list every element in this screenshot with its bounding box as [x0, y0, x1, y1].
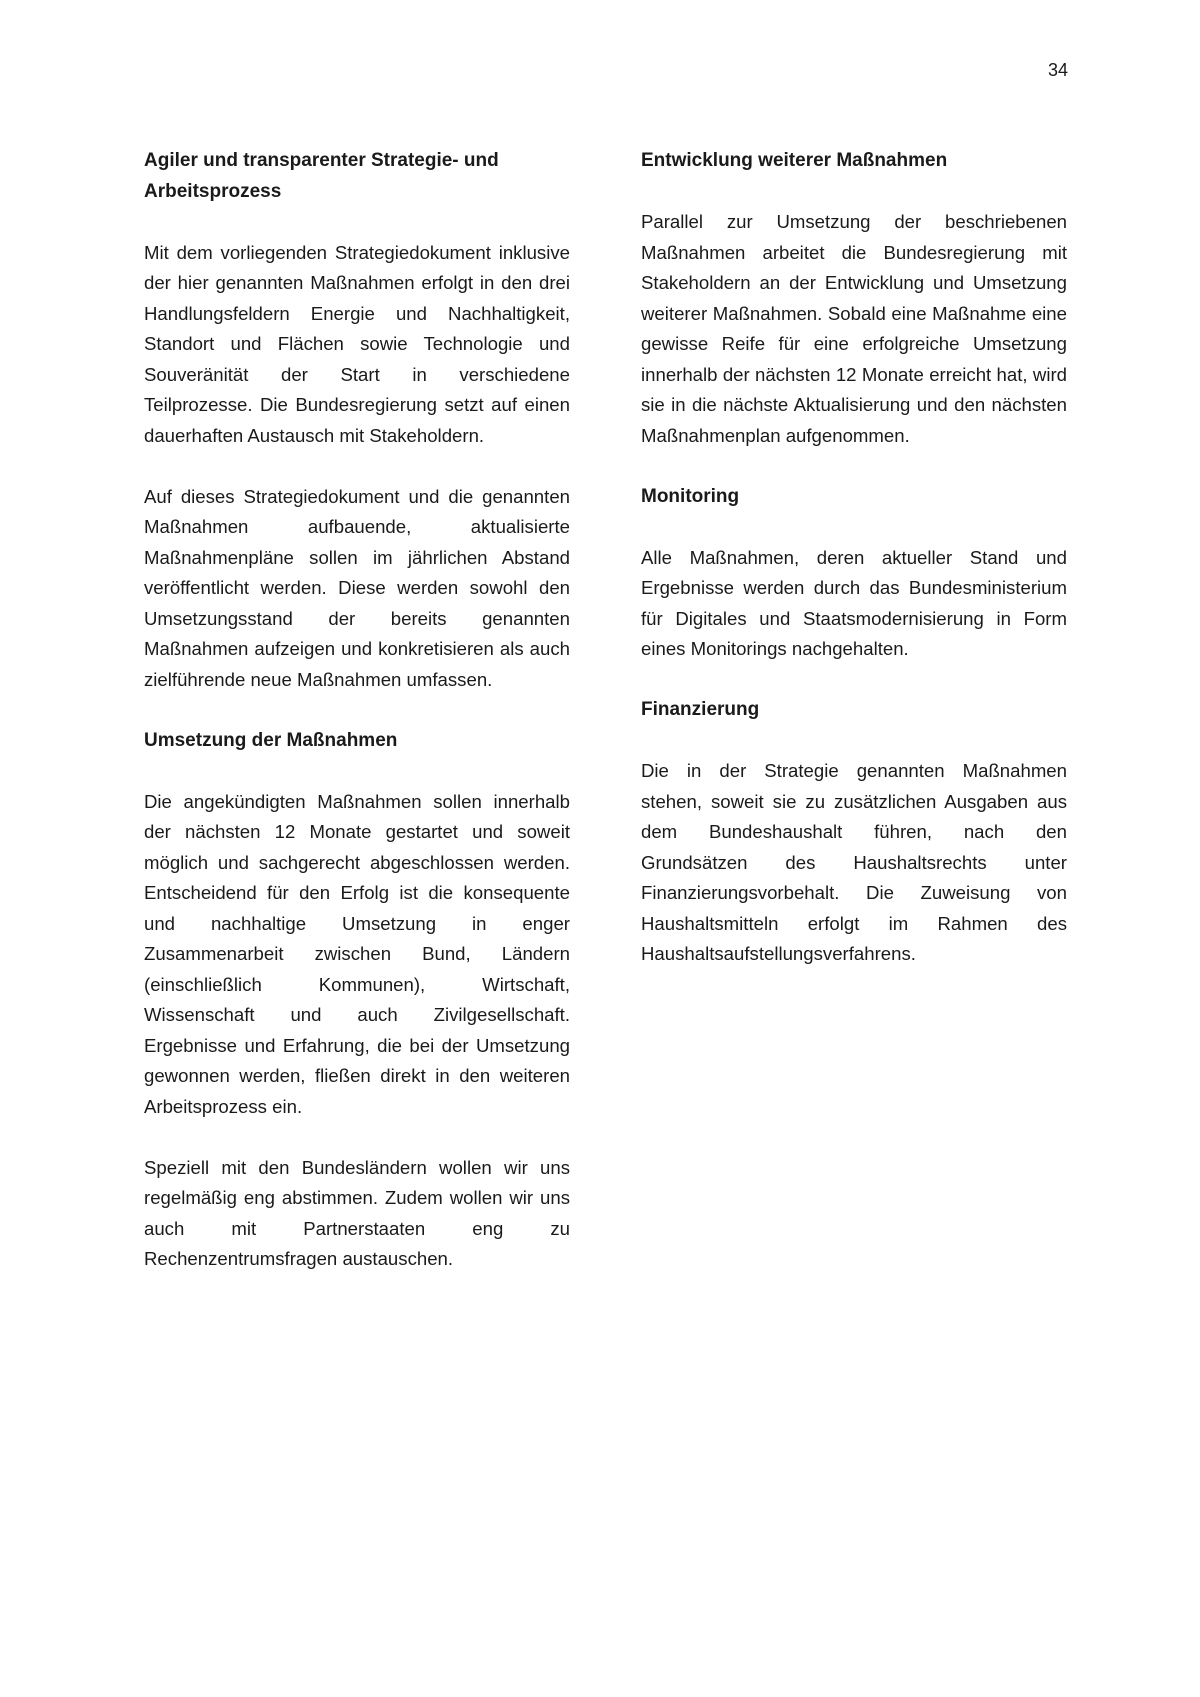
paragraph: Speziell mit den Bundesländern wollen wir uns regelmäßig eng abstimmen. Zudem wollen wir uns auch mit Partnerstaaten eng zu Rechenzentrumsfragen austauschen.: [144, 1156, 570, 1269]
section-heading: Finanzierung: [641, 699, 760, 720]
section-heading: Entwicklung weiterer Maßnahmen: [641, 150, 948, 171]
left-column: [144, 146, 570, 1305]
paragraph: Parallel zur Umsetzung der beschriebenen Maßnahmen arbeitet die Bundesregierung mit Stakeholdern an der Entwicklung und Umsetzung weiterer Maßnahmen. Sobald eine Maßnahme eine gewisse Reife für eine erfolgreiche Umsetzung innerhalb der nächsten 12 Monate erreicht hat, wird sie in die nächste Aktualisierung und den nächsten Maßnahmenplan aufgenommen.: [641, 211, 1067, 446]
paragraph: Alle Maßnahmen, deren aktueller Stand und Ergebnisse werden durch das Bundesministerium für Digitales und Staatsmodernisierung in Form eines Monitorings nachgehalten.: [641, 546, 1067, 659]
section-further-measures: [641, 146, 1067, 451]
paragraph: Auf dieses Strategiedokument und die genannten Maßnahmen aufbauende, aktualisierte Maßnahmenpläne sollen im jährlichen Abstand veröffentlicht werden. Diese werden sowohl den Umsetzungsstand der bereits genannten Maßnahmen aufzeigen und konkretisieren als auch zielführende neue Maßnahmen umfassen.: [144, 485, 570, 690]
paragraph: Die in der Strategie genannten Maßnahmen stehen, soweit sie zu zusätzlichen Ausgaben aus dem Bundeshaushalt führen, nach den Grundsätzen des Haushaltsrechts unter Finanzierungsvorbehalt. Die Zuweisung von Haushaltsmitteln erfolgt im Rahmen des Haushaltsaufstellungsverfahrens.: [641, 760, 1067, 964]
page-number: 34: [1047, 60, 1068, 80]
section-agile-strategy-process: [144, 146, 570, 695]
section-financing: [641, 695, 1067, 970]
section-heading: Umsetzung der Maßnahmen: [144, 729, 398, 751]
paragraph: Mit dem vorliegenden Strategiedokument inklusive der hier genannten Maßnahmen erfolgt in den drei Handlungsfeldern Energie und Nachhaltigkeit, Standort und Flächen sowie Technologie und Souveränität der Start in verschiedene Teilprozesse. Die Bundesregierung setzt auf einen dauerhaften Austausch mit Stakeholdern.: [144, 241, 570, 446]
section-monitoring: [641, 482, 1067, 665]
section-heading: Monitoring: [641, 485, 740, 507]
right-column: [641, 146, 1067, 1000]
paragraph: Die angekündigten Maßnahmen sollen innerhalb der nächsten 12 Monate gestartet und soweit möglich und sachgerecht abgeschlossen werden. Entscheidend für den Erfolg ist die konsequente und nachhaltige Umsetzung in enger Zusammenarbeit zwischen Bund, Ländern (einschließlich Kommunen), Wirtschaft, Wissenschaft und auch Zivilgesellschaft. Ergebnisse und Erfahrung, die bei der Umsetzung gewonnen werden, fließen direkt in den weiteren Arbeitsprozess ein.: [144, 790, 570, 1117]
section-heading: Agiler und transparenter Strategie- und Arbeitsprozess: [144, 150, 499, 202]
section-implementation: [144, 726, 570, 1275]
